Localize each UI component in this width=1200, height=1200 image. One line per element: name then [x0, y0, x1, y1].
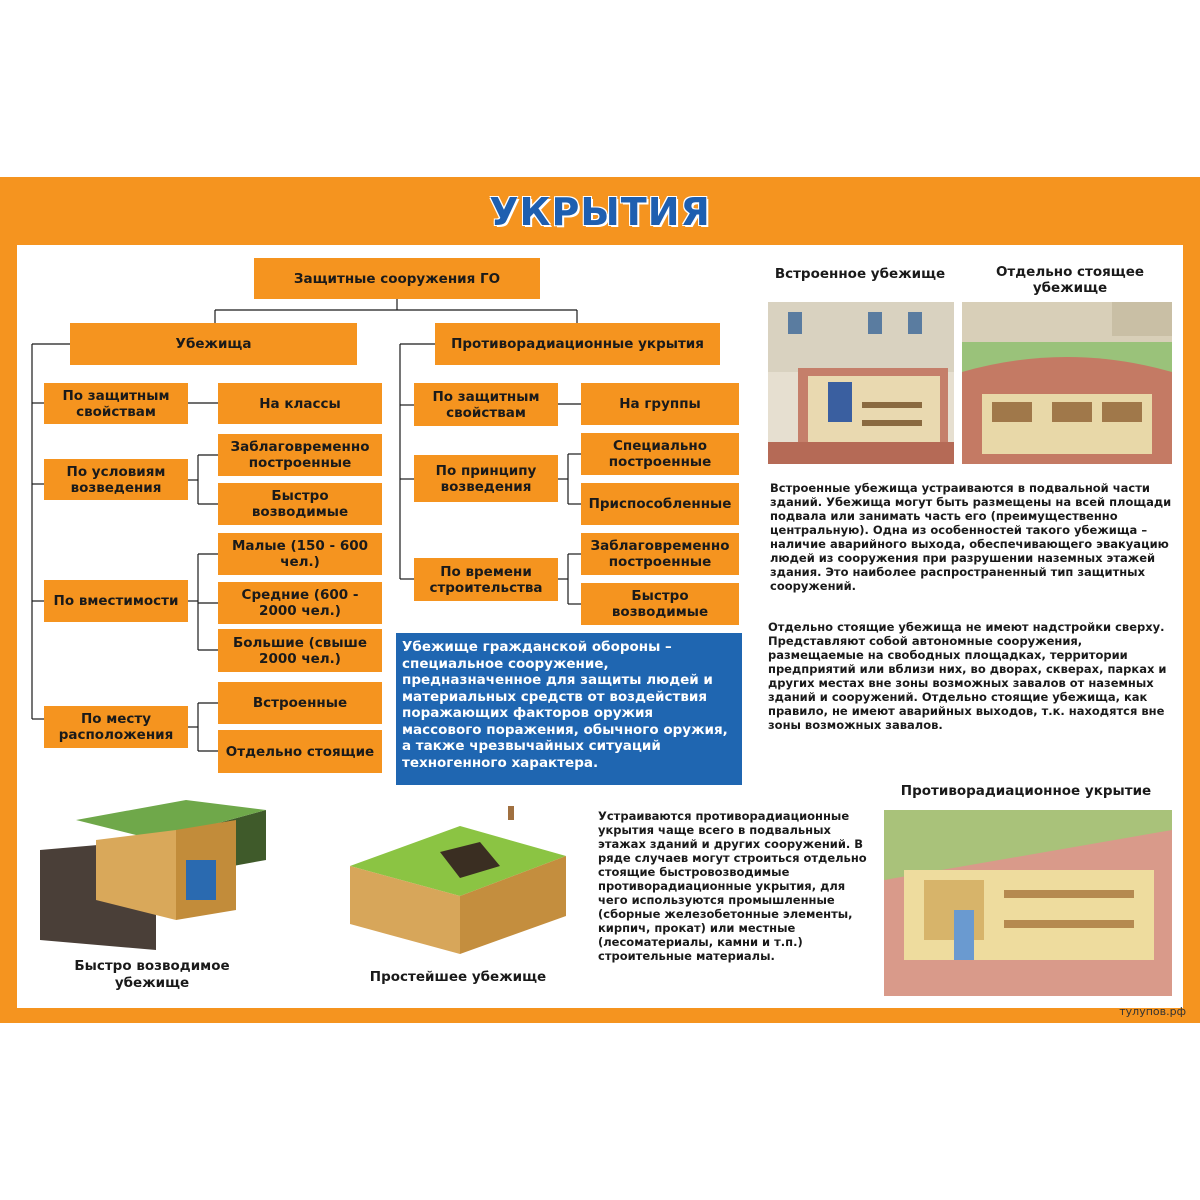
standalone-description: Отдельно стоящие убежища не имеют надстройки сверху. Представляют собой автономные сооружения, размещаемые на свободных площадках, территории предприятий или вблизи них, во дворах, скверах, парках и других местах вне зоны возможных завалов от наземных зданий и сооружений. Отдельно стоящие убежища, как правило, не имеют аварийных выходов, т.к. находятся вне зоны возможных завалов. [768, 620, 1167, 732]
anti-rad-group-protection: По защитным свойствам [414, 383, 558, 426]
built-in-shelter-illustration [768, 302, 954, 464]
shelters-leaf: Заблаговременно построенные [218, 434, 382, 476]
tree-root: Защитные сооружения ГО [254, 258, 540, 299]
page-title: УКРЫТИЯ [489, 190, 711, 234]
anti-rad-group-time: По времени строительства [414, 558, 558, 601]
definition-box: Убежище гражданской обороны – специальное сооружение, предназначенное для защиты людей и материальных средств от воздействия поражающих факторов оружия массового поражения, обычного оружия, а также чрезвычайных ситуаций техногенного характера. [396, 633, 742, 785]
shelters-group-location: По месту расположения [44, 706, 188, 748]
anti-rad-description: Устраиваются противорадиационные укрытия чаще всего в подвальных этажах зданий и других сооружений. В ряде случаев могут строиться отдельно стоящие быстровозводимые противорадиационные укрытия, для чего используются промышленные (сборные железобетонные элементы, кирпич, прокат) или местные (лесоматериалы, камни и т.п.) строительные материалы. [598, 809, 867, 963]
simple-shelter-caption: Простейшее убежище [369, 969, 547, 985]
standalone-title: Отдельно стоящее убежище [995, 264, 1145, 296]
anti-rad-group-principle: По принципу возведения [414, 455, 558, 502]
anti-rad-leaf: На группы [581, 383, 739, 425]
site-footer: тулупов.рф [1119, 1005, 1186, 1018]
shelters-leaf: Быстро возводимые [218, 483, 382, 525]
quick-shelter-caption: Быстро возводимое убежище [74, 958, 230, 991]
anti-rad-leaf: Приспособленные [581, 483, 739, 525]
shelters-leaf: Средние (600 - 2000 чел.) [218, 582, 382, 624]
simple-shelter-illustration [350, 806, 566, 954]
shelters-group-construction: По условиям возведения [44, 459, 188, 500]
anti-rad-title: Противорадиационное укрытие [900, 783, 1152, 799]
shelters-leaf: Большие (свыше 2000 чел.) [218, 629, 382, 672]
shelters-group-protection: По защитным свойствам [44, 383, 188, 424]
standalone-shelter-illustration [962, 302, 1172, 464]
node-shelters: Убежища [70, 323, 357, 365]
shelters-leaf: Отдельно стоящие [218, 730, 382, 773]
anti-rad-leaf: Заблаговременно построенные [581, 533, 739, 575]
node-anti-radiation: Противорадиационные укрытия [435, 323, 720, 365]
shelters-leaf: Встроенные [218, 682, 382, 724]
shelters-leaf: На классы [218, 383, 382, 424]
built-in-title: Встроенное убежище [774, 266, 946, 282]
anti-rad-shelter-illustration [884, 810, 1172, 996]
quick-shelter-illustration [36, 800, 268, 950]
shelters-leaf: Малые (150 - 600 чел.) [218, 533, 382, 575]
built-in-description: Встроенные убежища устраиваются в подвальной части зданий. Убежища могут быть размещены на всей площади подвала или занимать часть его (преимущественно центральную). Одна из особенностей такого убежища – наличие аварийного выхода, обеспечивающего эвакуацию людей из сооружения при разрушении наземных этажей здания. Это наиболее распространенный тип защитных сооружений. [770, 481, 1172, 593]
shelters-group-capacity: По вместимости [44, 580, 188, 622]
anti-rad-leaf: Специально построенные [581, 433, 739, 475]
anti-rad-leaf: Быстро возводимые [581, 583, 739, 625]
